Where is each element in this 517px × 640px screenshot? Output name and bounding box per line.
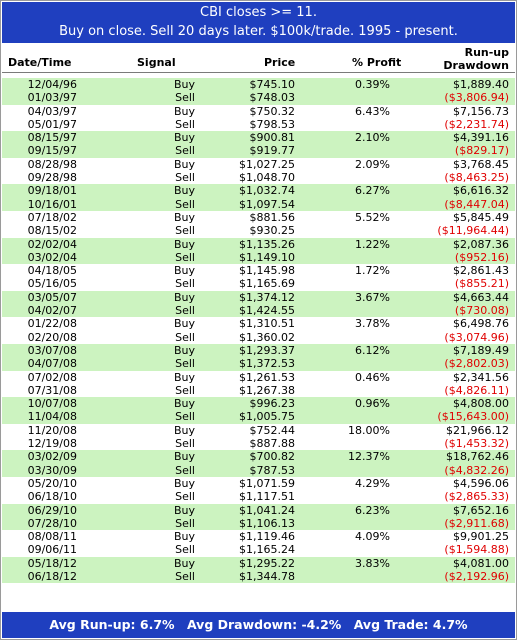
cell-runup-drawdown: ($3,806.94) xyxy=(444,91,509,105)
column-header-profit: % Profit xyxy=(352,56,402,69)
cell-date: 08/15/97 xyxy=(27,131,77,145)
cell-price: $752.44 xyxy=(249,423,295,437)
cell-signal: Buy xyxy=(173,397,195,411)
cell-price: $1,145.98 xyxy=(239,264,295,278)
cell-price: $748.03 xyxy=(249,91,295,105)
cell-runup-drawdown: $7,652.16 xyxy=(453,503,509,517)
cell-profit: 4.29% xyxy=(355,476,390,490)
cell-signal: Buy xyxy=(173,290,195,304)
cell-price: $1,106.13 xyxy=(239,516,295,530)
cell-date: 09/28/98 xyxy=(27,171,77,185)
cell-signal: Sell xyxy=(175,490,195,504)
table-row xyxy=(2,224,515,237)
cell-date: 10/16/01 xyxy=(27,197,77,211)
table-row xyxy=(2,158,515,171)
avg-runup: Avg Run-up: 6.7% xyxy=(49,617,175,632)
table-row xyxy=(2,557,515,570)
cell-price: $1,027.25 xyxy=(239,157,295,171)
avg-trade: Avg Trade: 4.7% xyxy=(353,617,468,632)
cell-runup-drawdown: $7,189.49 xyxy=(453,343,509,357)
table-row xyxy=(2,264,515,277)
table-row xyxy=(2,198,515,211)
cell-date: 05/18/12 xyxy=(27,556,77,570)
cell-date: 08/08/11 xyxy=(27,530,77,544)
cell-signal: Sell xyxy=(175,277,195,291)
cell-profit: 6.27% xyxy=(355,184,390,198)
cell-signal: Buy xyxy=(173,423,195,437)
cell-profit: 4.09% xyxy=(355,530,390,544)
table-row xyxy=(2,450,515,463)
cell-price: $1,041.24 xyxy=(239,503,295,517)
cell-price: $700.82 xyxy=(249,450,295,464)
cell-profit: 2.09% xyxy=(355,157,390,171)
column-header-date: Date/Time xyxy=(8,56,72,69)
cell-price: $1,032.74 xyxy=(239,184,295,198)
cell-runup-drawdown: $6,616.32 xyxy=(453,184,509,198)
cell-profit: 6.23% xyxy=(355,503,390,517)
table-row xyxy=(2,371,515,384)
table-row xyxy=(2,437,515,450)
header-title: CBI closes >= 11. xyxy=(200,5,317,20)
column-header-price: Price xyxy=(264,56,296,69)
cell-date: 05/20/10 xyxy=(27,476,77,490)
cell-date: 02/20/08 xyxy=(27,330,77,344)
table-row xyxy=(2,131,515,144)
cell-runup-drawdown: $6,498.76 xyxy=(453,317,509,331)
cell-price: $787.53 xyxy=(249,463,295,477)
table-row xyxy=(2,317,515,330)
table-row xyxy=(2,184,515,197)
cell-price: $1,261.53 xyxy=(239,370,295,384)
cell-profit: 2.10% xyxy=(355,131,390,145)
cell-price: $930.25 xyxy=(249,224,295,238)
cell-price: $1,117.51 xyxy=(239,490,295,504)
table-body xyxy=(2,78,515,583)
cell-runup-drawdown: ($8,463.25) xyxy=(444,171,509,185)
cell-price: $881.56 xyxy=(249,210,295,224)
column-header-runup-drawdown xyxy=(443,46,509,72)
cell-date: 12/04/96 xyxy=(27,78,77,91)
cell-date: 07/31/08 xyxy=(27,383,77,397)
cell-signal: Buy xyxy=(173,556,195,570)
cell-runup-drawdown: ($1,453.32) xyxy=(444,437,509,451)
table-row xyxy=(2,570,515,583)
cell-runup-drawdown: ($730.08) xyxy=(454,304,509,318)
table-row xyxy=(2,331,515,344)
cell-date: 03/05/07 xyxy=(27,290,77,304)
cell-signal: Buy xyxy=(173,317,195,331)
cell-price: $1,097.54 xyxy=(239,197,295,211)
cell-profit: 0.46% xyxy=(355,370,390,384)
cell-signal: Sell xyxy=(175,569,195,583)
cell-price: $745.10 xyxy=(249,78,295,91)
table-row xyxy=(2,118,515,131)
cell-signal: Sell xyxy=(175,250,195,264)
cell-price: $1,048.70 xyxy=(239,171,295,185)
cell-runup-drawdown: $4,808.00 xyxy=(453,397,509,411)
cell-date: 11/04/08 xyxy=(27,410,77,424)
cell-date: 09/15/97 xyxy=(27,144,77,158)
cell-date: 06/18/12 xyxy=(27,569,77,583)
cell-runup-drawdown: $21,966.12 xyxy=(446,423,509,437)
cell-profit: 12.37% xyxy=(348,450,390,464)
column-header-runup: Run-up xyxy=(464,46,509,59)
cell-date: 07/28/10 xyxy=(27,516,77,530)
cell-signal: Buy xyxy=(173,131,195,145)
cell-price: $1,374.12 xyxy=(239,290,295,304)
cell-price: $887.88 xyxy=(249,437,295,451)
summary-footer xyxy=(2,612,515,638)
table-row xyxy=(2,384,515,397)
table-row xyxy=(2,291,515,304)
cell-signal: Buy xyxy=(173,530,195,544)
cell-runup-drawdown: $2,087.36 xyxy=(453,237,509,251)
cell-price: $798.53 xyxy=(249,117,295,131)
cell-signal: Sell xyxy=(175,357,195,371)
cell-runup-drawdown: $18,762.46 xyxy=(446,450,509,464)
cell-date: 02/02/04 xyxy=(27,237,77,251)
cell-runup-drawdown: $3,768.45 xyxy=(453,157,509,171)
cell-signal: Buy xyxy=(173,264,195,278)
cell-price: $1,165.24 xyxy=(239,543,295,557)
cell-date: 07/02/08 xyxy=(27,370,77,384)
cell-price: $1,135.26 xyxy=(239,237,295,251)
cell-runup-drawdown: ($3,074.96) xyxy=(444,330,509,344)
cell-runup-drawdown: ($829.17) xyxy=(454,144,509,158)
table-row xyxy=(2,397,515,410)
cell-signal: Sell xyxy=(175,383,195,397)
cell-price: $1,267.38 xyxy=(239,383,295,397)
cell-signal: Buy xyxy=(173,237,195,251)
table-row xyxy=(2,530,515,543)
cell-signal: Sell xyxy=(175,171,195,185)
table-row xyxy=(2,543,515,556)
cell-date: 06/18/10 xyxy=(27,490,77,504)
cell-profit: 6.43% xyxy=(355,104,390,118)
cell-signal: Sell xyxy=(175,117,195,131)
table-row xyxy=(2,464,515,477)
cell-date: 06/29/10 xyxy=(27,503,77,517)
cell-runup-drawdown: ($4,826.11) xyxy=(444,383,509,397)
cell-signal: Sell xyxy=(175,144,195,158)
cell-date: 04/02/07 xyxy=(27,304,77,318)
cell-signal: Sell xyxy=(175,304,195,318)
table-row xyxy=(2,105,515,118)
cell-price: $1,165.69 xyxy=(239,277,295,291)
cell-price: $1,293.37 xyxy=(239,343,295,357)
cell-runup-drawdown: ($2,231.74) xyxy=(444,117,509,131)
cell-price: $1,295.22 xyxy=(239,556,295,570)
cell-signal: Sell xyxy=(175,410,195,424)
cell-date: 09/18/01 xyxy=(27,184,77,198)
cell-profit: 0.39% xyxy=(355,78,390,91)
cell-price: $750.32 xyxy=(249,104,295,118)
cell-signal: Sell xyxy=(175,437,195,451)
avg-drawdown: Avg Drawdown: -4.2% xyxy=(186,617,342,632)
cell-date: 08/15/02 xyxy=(27,224,77,238)
cell-runup-drawdown: ($8,447.04) xyxy=(444,197,509,211)
cell-date: 03/02/09 xyxy=(27,450,77,464)
cell-signal: Buy xyxy=(173,370,195,384)
cell-date: 04/18/05 xyxy=(27,264,77,278)
cell-profit: 5.52% xyxy=(355,210,390,224)
table-row xyxy=(2,490,515,503)
table-row xyxy=(2,277,515,290)
table-row xyxy=(2,91,515,104)
cell-signal: Buy xyxy=(173,476,195,490)
cell-runup-drawdown: ($11,964.44) xyxy=(437,224,509,238)
cell-profit: 18.00% xyxy=(348,423,390,437)
cell-signal: Buy xyxy=(173,343,195,357)
cell-signal: Sell xyxy=(175,224,195,238)
table-row xyxy=(2,504,515,517)
cell-date: 08/28/98 xyxy=(27,157,77,171)
cell-date: 03/02/04 xyxy=(27,250,77,264)
cell-runup-drawdown: ($2,192.96) xyxy=(444,569,509,583)
cell-signal: Buy xyxy=(173,104,195,118)
cell-price: $1,344.78 xyxy=(239,569,295,583)
cell-runup-drawdown: ($2,865.33) xyxy=(444,490,509,504)
cell-signal: Sell xyxy=(175,463,195,477)
cell-profit: 3.83% xyxy=(355,556,390,570)
table-row xyxy=(2,410,515,423)
cell-date: 10/07/08 xyxy=(27,397,77,411)
cell-runup-drawdown: ($15,643.00) xyxy=(437,410,509,424)
table-row xyxy=(2,171,515,184)
cell-date: 04/03/97 xyxy=(27,104,77,118)
column-headers xyxy=(2,44,515,73)
cell-date: 05/16/05 xyxy=(27,277,77,291)
cell-runup-drawdown: $4,596.06 xyxy=(453,476,509,490)
cell-price: $1,149.10 xyxy=(239,250,295,264)
cell-profit: 1.22% xyxy=(355,237,390,251)
cell-date: 01/22/08 xyxy=(27,317,77,331)
cell-profit: 3.67% xyxy=(355,290,390,304)
cell-price: $1,005.75 xyxy=(239,410,295,424)
cell-date: 01/03/97 xyxy=(27,91,77,105)
column-header-signal: Signal xyxy=(137,56,176,69)
cell-profit: 0.96% xyxy=(355,397,390,411)
cell-signal: Sell xyxy=(175,516,195,530)
cell-price: $1,360.02 xyxy=(239,330,295,344)
column-header-drawdown: Drawdown xyxy=(443,59,509,72)
cell-profit: 1.72% xyxy=(355,264,390,278)
cell-date: 03/30/09 xyxy=(27,463,77,477)
table-row xyxy=(2,304,515,317)
cell-signal: Sell xyxy=(175,330,195,344)
cell-price: $1,310.51 xyxy=(239,317,295,331)
table-row xyxy=(2,357,515,370)
table-header-banner xyxy=(2,2,515,43)
table-row xyxy=(2,251,515,264)
table-row xyxy=(2,517,515,530)
cell-runup-drawdown: ($855.21) xyxy=(454,277,509,291)
table-row xyxy=(2,477,515,490)
cell-price: $1,071.59 xyxy=(239,476,295,490)
header-subtitle: Buy on close. Sell 20 days later. $100k/trade. 1995 - present. xyxy=(59,24,458,39)
cell-signal: Sell xyxy=(175,197,195,211)
table-row xyxy=(2,424,515,437)
cell-signal: Buy xyxy=(173,184,195,198)
cell-runup-drawdown: ($2,911.68) xyxy=(444,516,509,530)
table-row xyxy=(2,344,515,357)
cell-date: 09/06/11 xyxy=(27,543,77,557)
cell-price: $900.81 xyxy=(249,131,295,145)
cell-runup-drawdown: ($1,594.88) xyxy=(444,543,509,557)
cell-runup-drawdown: $4,663.44 xyxy=(453,290,509,304)
cell-runup-drawdown: $1,889.40 xyxy=(453,78,509,91)
cell-price: $919.77 xyxy=(249,144,295,158)
cell-profit: 3.78% xyxy=(355,317,390,331)
cell-signal: Buy xyxy=(173,78,195,91)
cell-signal: Buy xyxy=(173,210,195,224)
cell-runup-drawdown: ($4,832.26) xyxy=(444,463,509,477)
cell-signal: Buy xyxy=(173,157,195,171)
cell-runup-drawdown: $4,391.16 xyxy=(453,131,509,145)
cell-date: 11/20/08 xyxy=(27,423,77,437)
cell-price: $1,424.55 xyxy=(239,304,295,318)
cell-date: 07/18/02 xyxy=(27,210,77,224)
cell-runup-drawdown: $5,845.49 xyxy=(453,210,509,224)
cell-date: 12/19/08 xyxy=(27,437,77,451)
cell-date: 05/01/97 xyxy=(27,117,77,131)
cell-profit: 6.12% xyxy=(355,343,390,357)
cell-signal: Sell xyxy=(175,91,195,105)
cell-date: 03/07/08 xyxy=(27,343,77,357)
table-row xyxy=(2,238,515,251)
cell-runup-drawdown: $9,901.25 xyxy=(453,530,509,544)
table-row xyxy=(2,78,515,91)
cell-runup-drawdown: ($952.16) xyxy=(454,250,509,264)
cell-runup-drawdown: $7,156.73 xyxy=(453,104,509,118)
cell-runup-drawdown: ($2,802.03) xyxy=(444,357,509,371)
cell-price: $996.23 xyxy=(249,397,295,411)
cell-runup-drawdown: $4,081.00 xyxy=(453,556,509,570)
table-row xyxy=(2,211,515,224)
cell-date: 04/07/08 xyxy=(27,357,77,371)
cell-price: $1,119.46 xyxy=(239,530,295,544)
cell-signal: Sell xyxy=(175,543,195,557)
cell-price: $1,372.53 xyxy=(239,357,295,371)
cell-signal: Buy xyxy=(173,450,195,464)
table-row xyxy=(2,144,515,157)
cell-runup-drawdown: $2,861.43 xyxy=(453,264,509,278)
cell-runup-drawdown: $2,341.56 xyxy=(453,370,509,384)
cell-signal: Buy xyxy=(173,503,195,517)
